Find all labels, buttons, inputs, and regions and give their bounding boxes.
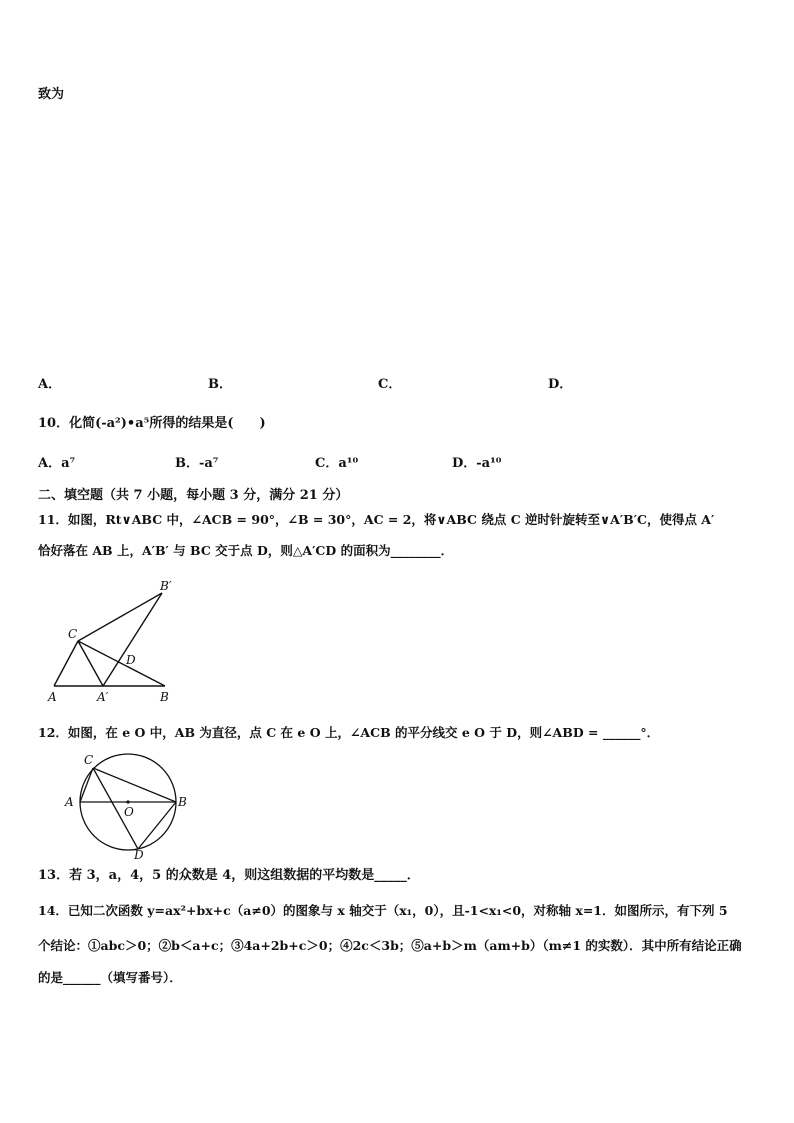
q9-option-b: B． xyxy=(208,377,232,392)
q11-stem-line2: 恰好落在 AB 上，A′B′ 与 BC 交于点 D，则△A′CD 的面积为________． xyxy=(38,543,454,558)
q9-option-d: D． xyxy=(548,377,573,392)
label-c: C xyxy=(84,753,94,767)
q9-option-a: A． xyxy=(38,377,62,392)
label-a-prime: A′ xyxy=(97,690,109,704)
q10-option-d: D．-a¹⁰ xyxy=(452,456,502,471)
q10-stem: 10．化简(-a²)•a⁵所得的结果是( ) xyxy=(38,416,266,431)
label-a: A xyxy=(48,690,57,704)
label-o: O xyxy=(124,805,134,819)
label-b-prime: B′ xyxy=(160,579,172,593)
q13-stem: 13．若 3，a，4，5 的众数是 4，则这组数据的平均数是_____． xyxy=(38,868,420,883)
q11-stem-line1: 11．如图，Rt∨ABC 中，∠ACB = 90°，∠B = 30°，AC = 2，将∨ABC 绕点 C 逆时针旋转至∨A′B′C，使得点 A′ xyxy=(38,512,715,527)
q9-option-c: C． xyxy=(378,377,402,392)
label-d: D xyxy=(134,848,144,860)
q11-triangle-figure xyxy=(40,578,190,708)
q14-stem-line2: 个结论：①abc＞0；②b＜a+c；③4a+2b+c＞0；④2c＜3b；⑤a+b＞m（am+b）（m≠1 的实数）．其中所有结论正确 xyxy=(38,938,742,953)
q10-option-c: C．a¹⁰ xyxy=(315,456,359,471)
section-heading: 二、填空题（共 7 小题，每小题 3 分，满分 21 分） xyxy=(38,488,349,503)
q10-option-a: A．a⁷ xyxy=(38,456,76,471)
q10-option-b: B．-a⁷ xyxy=(175,456,219,471)
label-c: C xyxy=(68,627,78,641)
q12-circle-figure xyxy=(62,748,192,860)
label-d: D xyxy=(126,653,136,667)
q14-stem-line1: 14．已知二次函数 y=ax²+bx+c（a≠0）的图象与 x 轴交于（x₁，0），且-1<x₁<0，对称轴 x=1．如图所示，有下列 5 xyxy=(38,903,728,918)
label-a: A xyxy=(65,795,74,809)
label-b: B xyxy=(178,795,187,809)
label-b: B xyxy=(160,690,169,704)
q12-stem: 12．如图，在 e O 中，AB 为直径，点 C 在 e O 上，∠ACB 的平分线交 e O 于 D，则∠ABD = ______°． xyxy=(38,725,660,740)
question-fragment: 致为 xyxy=(38,87,65,102)
q14-stem-line3: 的是______（填写番号）． xyxy=(38,970,182,985)
